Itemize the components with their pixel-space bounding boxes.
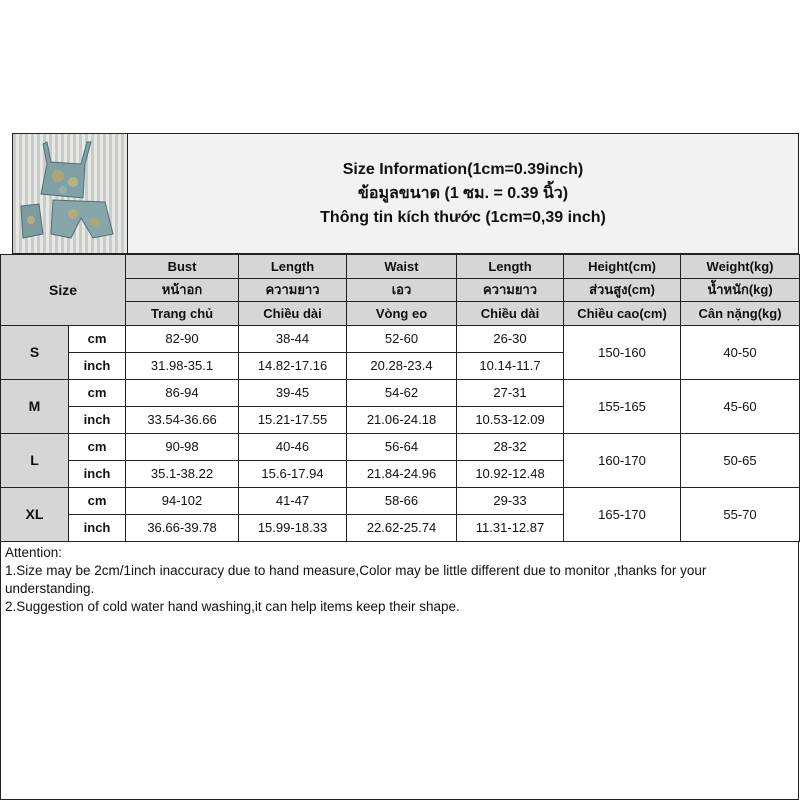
weight-value: 40-50	[681, 325, 800, 379]
unit-label: cm	[69, 379, 126, 406]
title-english: Size Information(1cm=0.39inch)	[342, 160, 584, 178]
waist-value: 54-62	[347, 379, 457, 406]
length2-value: 28-32	[457, 433, 564, 460]
waist-value: 22.62-25.74	[347, 514, 457, 541]
weight-value: 45-60	[681, 379, 800, 433]
table-row	[1, 325, 800, 352]
length2-value: 10.14-11.7	[457, 352, 564, 379]
length-value: 39-45	[239, 379, 347, 406]
col-weight-en: Weight(kg)	[681, 255, 800, 279]
bust-value: 35.1-38.22	[126, 460, 239, 487]
height-value: 165-170	[564, 487, 681, 541]
title-block	[128, 134, 798, 253]
col-length-vi: Chiều dài	[239, 302, 347, 326]
unit-label: inch	[69, 352, 126, 379]
pajama-set-image	[13, 134, 128, 253]
length2-value: 26-30	[457, 325, 564, 352]
length2-value: 11.31-12.87	[457, 514, 564, 541]
bust-value: 90-98	[126, 433, 239, 460]
height-value: 150-160	[564, 325, 681, 379]
waist-value: 21.06-24.18	[347, 406, 457, 433]
waist-value: 56-64	[347, 433, 457, 460]
size-label: S	[1, 325, 69, 379]
length-value: 15.6-17.94	[239, 460, 347, 487]
col-weight-th: น้ำหนัก(kg)	[681, 278, 800, 302]
col-bust-vi: Trang chủ	[126, 302, 239, 326]
unit-label: cm	[69, 487, 126, 514]
unit-label: inch	[69, 460, 126, 487]
size-label: L	[1, 433, 69, 487]
weight-value: 50-65	[681, 433, 800, 487]
height-value: 160-170	[564, 433, 681, 487]
size-label: XL	[1, 487, 69, 541]
col-waist-en: Waist	[347, 255, 457, 279]
col-length2-th: ความยาว	[457, 278, 564, 302]
length-value: 41-47	[239, 487, 347, 514]
header-row-en	[1, 255, 800, 279]
attention-notes	[0, 541, 799, 800]
length-value: 15.99-18.33	[239, 514, 347, 541]
table-row	[1, 433, 800, 460]
length2-value: 27-31	[457, 379, 564, 406]
waist-value: 52-60	[347, 325, 457, 352]
unit-label: cm	[69, 325, 126, 352]
bust-value: 82-90	[126, 325, 239, 352]
size-info-header	[12, 133, 799, 254]
waist-value: 20.28-23.4	[347, 352, 457, 379]
col-length-en: Length	[239, 255, 347, 279]
length-value: 15.21-17.55	[239, 406, 347, 433]
bust-value: 31.98-35.1	[126, 352, 239, 379]
bust-value: 94-102	[126, 487, 239, 514]
table-row	[1, 379, 800, 406]
col-bust-en: Bust	[126, 255, 239, 279]
col-length2-vi: Chiều dài	[457, 302, 564, 326]
waist-value: 58-66	[347, 487, 457, 514]
unit-label: cm	[69, 433, 126, 460]
title-vietnamese: Thông tin kích thước (1cm=0,39 inch)	[320, 208, 606, 226]
size-table	[0, 254, 800, 542]
bust-value: 86-94	[126, 379, 239, 406]
bust-value: 36.66-39.78	[126, 514, 239, 541]
col-length2-en: Length	[457, 255, 564, 279]
col-height-th: ส่วนสูง(cm)	[564, 278, 681, 302]
col-height-en: Height(cm)	[564, 255, 681, 279]
col-weight-vi: Cân nặng(kg)	[681, 302, 800, 326]
table-row	[1, 487, 800, 514]
height-value: 155-165	[564, 379, 681, 433]
col-length-th: ความยาว	[239, 278, 347, 302]
col-waist-vi: Vòng eo	[347, 302, 457, 326]
length-value: 38-44	[239, 325, 347, 352]
title-thai: ข้อมูลขนาด (1 ซม. = 0.39 นิ้ว)	[357, 184, 569, 202]
length-value: 40-46	[239, 433, 347, 460]
product-photo	[13, 134, 128, 253]
waist-value: 21.84-24.96	[347, 460, 457, 487]
unit-label: inch	[69, 406, 126, 433]
note-item: 1.Size may be 2cm/1inch inaccuracy due to hand measure,Color may be little different due to monitor ,thanks for your understanding.	[5, 563, 707, 596]
length2-value: 10.92-12.48	[457, 460, 564, 487]
size-label: M	[1, 379, 69, 433]
col-bust-th: หน้าอก	[126, 278, 239, 302]
notes-heading: Attention:	[5, 545, 63, 560]
length2-value: 29-33	[457, 487, 564, 514]
bust-value: 33.54-36.66	[126, 406, 239, 433]
note-item: 2.Suggestion of cold water hand washing,it can help items keep their shape.	[5, 599, 460, 614]
weight-value: 55-70	[681, 487, 800, 541]
length-value: 14.82-17.16	[239, 352, 347, 379]
length2-value: 10.53-12.09	[457, 406, 564, 433]
col-height-vi: Chiều cao(cm)	[564, 302, 681, 326]
size-column-header: Size	[1, 255, 126, 326]
col-waist-th: เอว	[347, 278, 457, 302]
unit-label: inch	[69, 514, 126, 541]
